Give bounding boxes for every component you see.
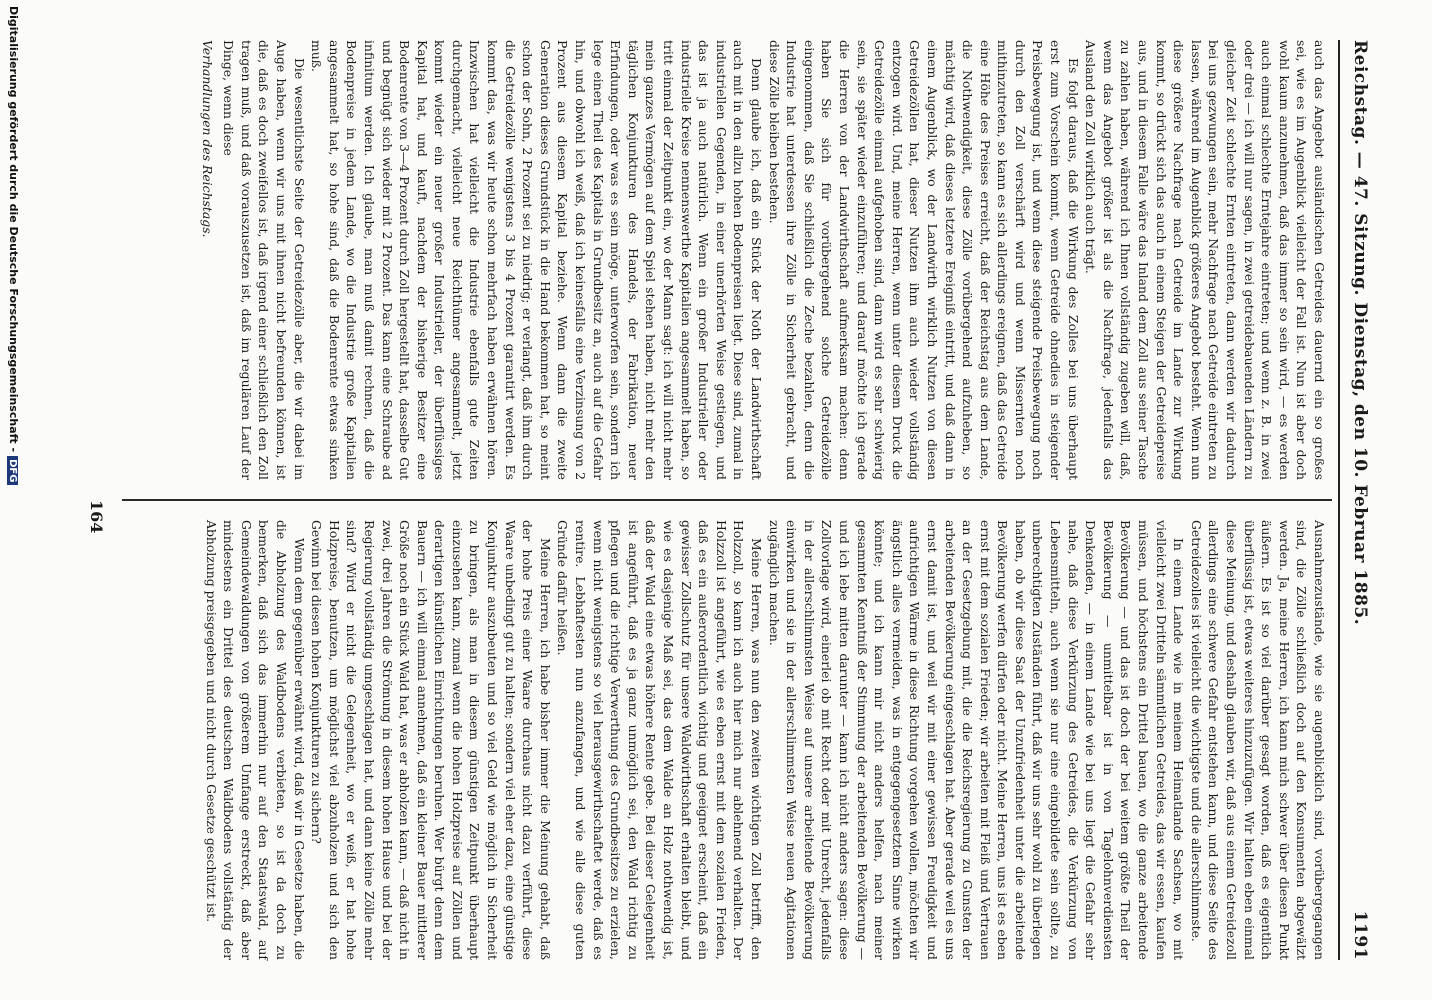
paragraph: In einem Lande wie in meinem Heimatlande Sachsen, wo mit vielleicht zwei Dritteln sämmtlichen Getreides, das wir essen, kaufen müssen, und höchstens ein Drittel bauen, wo die ganze arbeitende Bevölkerung — und das ist doch der bei weitem größte Theil der Bevölkerung — unmittelbar ist in von Tagelohnverdiensten Denkenden, — in einem Lande wie bei uns liegt die Gefahr sehr nahe, daß diese Verkürzung des Getreides, die Verkürzung von Lebensmitteln, auch wenn sie nur eine eingebildete sein sollte, zu unberechtigten Zuständen führt, daß wir uns sehr wohl zu überlegen haben, ob wir diese Saat der Unzufriedenheit unter die arbeitende Bevölkerung werfen dürfen oder nicht. Meine Herren, uns ist es eben ernst mit dem sozialen Frieden; wir arbeiten mit Fleiß und Vertrauen an der Gesetzgebung mit, die die Reichsregierung zu Gunsten der arbeitenden Bevölkerung eingeschlagen hat. Aber gerade weil es uns ernst damit ist, und weil wir mit einer gewissen Freudigkeit und aufrichtigen Wärme in diese Richtung vorgehen wollen, möchten wir ängstlich alles vermeiden, was in entgegengesetztem Sinne wirken könnte; und ich kann mir nicht anders helfen, nach meiner gesammten Kenntniß der Stimmung der arbeitenden Bevölkerung — und ich lebe mitten darunter — kann ich nicht anders sagen: diese Zollvorlage wird, einerlei ob mit Recht oder mit Unrecht, jedenfalls in der allerschlimmsten Weise auf unsere arbeitende Bevölkerung einwirken und sie in der allerschlimmsten Weise neuen Agitationen zugänglich machen. <box>766 520 1187 960</box>
running-header <box>1340 40 1370 960</box>
closing-note: Verhandlungen des Reichstags. <box>199 40 215 238</box>
paragraph: Wenn dem gegenüber erwähnt wird, daß wir in Gesetze haben, die die Abholzung des Waldbodens verbieten, so ist da doch zu bemerken, daß sich das immerhin nur auf den Staatswald, auf Gemeindewaldungen von größerem Umfange erstreckt, daß aber mindestens ein Drittel des deutschen Waldbodens vollständig der Abholzung preisgegeben und nicht durch Gesetze geschützt ist. <box>203 520 307 960</box>
header-rule <box>1338 40 1340 960</box>
page-number-top: 1191 <box>1350 910 1370 960</box>
rotated-document <box>26 0 1406 1000</box>
right-column <box>108 520 1328 960</box>
page-number-bottom: 164 <box>87 500 106 534</box>
paragraph: Meine Herren, was nun den zweiten wichtigen Zoll betrifft, den Holzzoll, so kann ich auch hier mich nur ablehnend verhalten. Der Holzzoll ist angeführt, wie es eben ernst mit dem sozialen Frieden, daß es ein außerordentlich wichtig und geeignet erscheint, daß ein gewisser Zollschutz für unsere Waldwirthschaft erhalten bleibt, und wie es dasjenige Maß sei, das dem Walde an Holz nothwendig ist, daß der Wald eine etwas höhere Rente gebe. Bei dieser Gelegenheit ist angeführt, daß es ja ganz unmöglich sei, den Wald richtig zu pflegen und die richtige Verwerthung des Grundbesitzes zu erzielen, wenn nicht wenigstens so viel herausgewirthschaftet werde, daß es rentire. Lebhaftesten nun anzufangen, und wie alle diese guten Gründe dafür heißen. <box>555 520 764 960</box>
paragraph: Ausnahmezustände, wie sie augenblicklich sind, vorübergegangen sind, die Zölle schließlich doch auf den Konsumenten abgewälzt werden. Ja, meine Herren, ich kann mich schwer über diesen Punkt äußern. Es ist so viel darüber gesagt worden, daß es eigentlich überflüssig ist, etwas weiteres hinzuzufügen. Wir halten eben einmal diese Meinung, und deshalb glauben wir, daß aus einem Getreidezoll allerdings eine schwere Gefahr entstehen kann, und diese Seite des Getreidezolles ist vielleicht die wichtigste und die allerschlimmste. <box>1188 520 1327 960</box>
paragraph: Die wesentlichste Seite der Getreidezölle aber, die wir dabei im Auge haben, wenn wir uns mit ihnen nicht befreunden können, ist die, daß es doch zweifellos ist, daß irgend einer schließlich den Zoll tragen muß, und daß vorauszusetzen ist, daß im regulären Lauf der Dinge, wenn diese <box>221 40 307 480</box>
paragraph: Es folgt daraus, daß die Wirkung des Zolles bei uns überhaupt erst zum Vorschein kommt, wenn Getreide ohnedies in steigender Preisbewegung ist, und wenn diese steigende Preisbewegung noch durch den Zoll verschärft wird und wenn Missernten noch mithinzutreten, so kann es sich allerdings ereignen, daß das Getreide eine Höhe des Preises erreicht, daß der Reichstag aus dem Lande, die Nothwendigkeit, diese Zölle vorübergehend aufzuheben, so mächtig wird, daß dieses letztere Ereigniß eintritt, und daß dann in einem Augenblick, wo der Landwirth wirklich Nutzen von diesen Getreidezöllen hat, dieser Nutzen ihm auch wieder vollständig entzogen wird. Und, meine Herren, wenn unter diesem Druck die Getreidezölle einmal aufgehoben sind, dann wird es sehr schwierig sein, sie später wieder einzuführen; und darauf möchte ich gerade die Herren von der Landwirthschaft aufmerksam machen: denn haben Sie sich für vorübergehend solche Getreidezölle eingenommen, daß Sie schließlich die Zeche bezahlen, denn die Industrie hat unterdessen ihre Zölle in Sicherheit gebracht, und diese Zölle bleiben bestehen. <box>766 40 1081 480</box>
digitization-credit <box>4 6 24 996</box>
left-column <box>108 40 1328 480</box>
dfg-logo: DFG <box>7 456 18 485</box>
paragraph: auch das Angebot ausländischen Getreides dauernd ein so großes sei, wie es im Augenblick vielleicht der Fall ist. Nun ist aber doch wohl kaum anzunehmen, daß das immer so sein wird, — es werden auch einmal schlechte Erntejahre eintreten; und wenn z. B. in zwei oder drei — ich will nur sagen, in zwei getreidebauenden Ländern zu gleicher Zeit schlechte Ernten eintreten, dann werden wir dadurch bei uns gezwungen sein, mehr Nachfrage nach Getreide eintreten zu lassen, während im Augenblick größeres Angebot besteht. Wenn nun diese größere Nachfrage nach Getreide im Lande zur Wirkung kommt, so drückt sich das auch in einem Steigen der Getreidepreise aus, und in diesem Falle wäre das Inland dem Zoll aus seiner Tasche zu zahlen haben, während ich Ihnen vollständig zugeben will, daß, wenn das Angebot größer ist als die Nachfrage, jedenfalls das Ausland den Zoll wirklich auch trägt. <box>1083 40 1327 480</box>
column-divider <box>122 499 1332 501</box>
running-title: Reichstag. — 47. Sitzung. Dienstag, den 10. Februar 1885. <box>1350 40 1370 626</box>
digitization-credit-text: Digitalisierung gefördert durch die Deutsche Forschungsgemeinschaft - <box>7 6 20 453</box>
paragraph: Denn glaube ich, daß ein Stück der Noth der Landwirthschaft auch mit in den allzu hohen Bodenpreisen liegt. Diese sind, zumal in industriellen Gegenden, in einer unerhörten Weise gestiegen, und das ist ja auch natürlich. Wenn ein großer Industrieller oder industrielle Kreise nennenswerthe Kapitalien angesammelt haben, so tritt einmal der Zeitpunkt ein, wo der Mann sagt: ich will nicht mehr mein ganzes Vermögen auf dem Spiel stehen haben, nicht mehr den täglichen Konjunkturen des Handels, der Fabrikation, neuer Erfindungen, oder was es sein möge, unterworfen sein, sondern ich lege einen Theil des Kapitals in Grundbesitz an, auch auf die Gefahr hin, und obwohl ich weiß, daß ich keinesfalls eine Verzinsung von 2 Prozent aus diesem Kapital beziehe. Wenn dann die zweite Generation dieses Grundstück in die Hand bekommen hat, so meint schon der Sohn, 2 Prozent sei zu niedrig; er verlangt, daß ihm durch die Getreidezölle wenigstens 3 bis 4 Prozent garantirt werden. Es kommt das, was wir heute schon mehrfach haben erwähnen hören. Inzwischen hat vielleicht die Industrie ebenfalls gute Zeiten durchgemacht, vielleicht neue Reichthümer angesammelt, jetzt kommt wieder ein neuer großer Industrieller, der überflüssiges Kapital hat, und kauft, nachdem der bisherige Besitzer eine Bodenrente von 3—4 Prozent durch Zoll hergestellt hat, dasselbe Gut und begnügt sich wieder mit 2 Prozent. Das kann eine Schraube ad infinitum werden. Ich glaube, man muß damit rechnen, daß die Bodenpreise in jedem Lande, wo die Industrie große Kapitalien angesammelt hat, so hohe sind, daß die Bodenrente etwas sinken muß. <box>309 40 764 480</box>
paragraph: Meine Herren, ich habe bisher immer die Meinung gehabt, daß der hohe Preis einer Waare durchaus nicht dazu verführt, diese Waare unbedingt gut zu halten; sondern viel eher dazu, eine günstige Konjunktur auszubeuten und so viel Geld wie möglich in Sicherheit zu bringen, als man in diesem günstigen Zeitpunkt überhaupt einzusehen kann, zumal wenn die hohen Holzpreise auf Zöllen und derartigen künstlichen Einrichtungen beruhen. Wer bürgt denn dem Bauern — ich will einmal annehmen, daß ein kleiner Bauer mittlerer Größe noch ein Stück Wald hat, was er abholzen kann, — daß nicht in zwei, drei Jahren die Strömung in diesem hohen Hause und bei der Regierung vollständig umgeschlagen hat, und dann keine Zölle mehr sind? Wird er nicht die Gelegenheit, wo er weiß, er hat hohe Holzpreise, benutzen, um möglichst viel abzuholzen und sich den Gewinn bei diesen hohen Konjunkturen zu sichern? <box>309 520 553 960</box>
